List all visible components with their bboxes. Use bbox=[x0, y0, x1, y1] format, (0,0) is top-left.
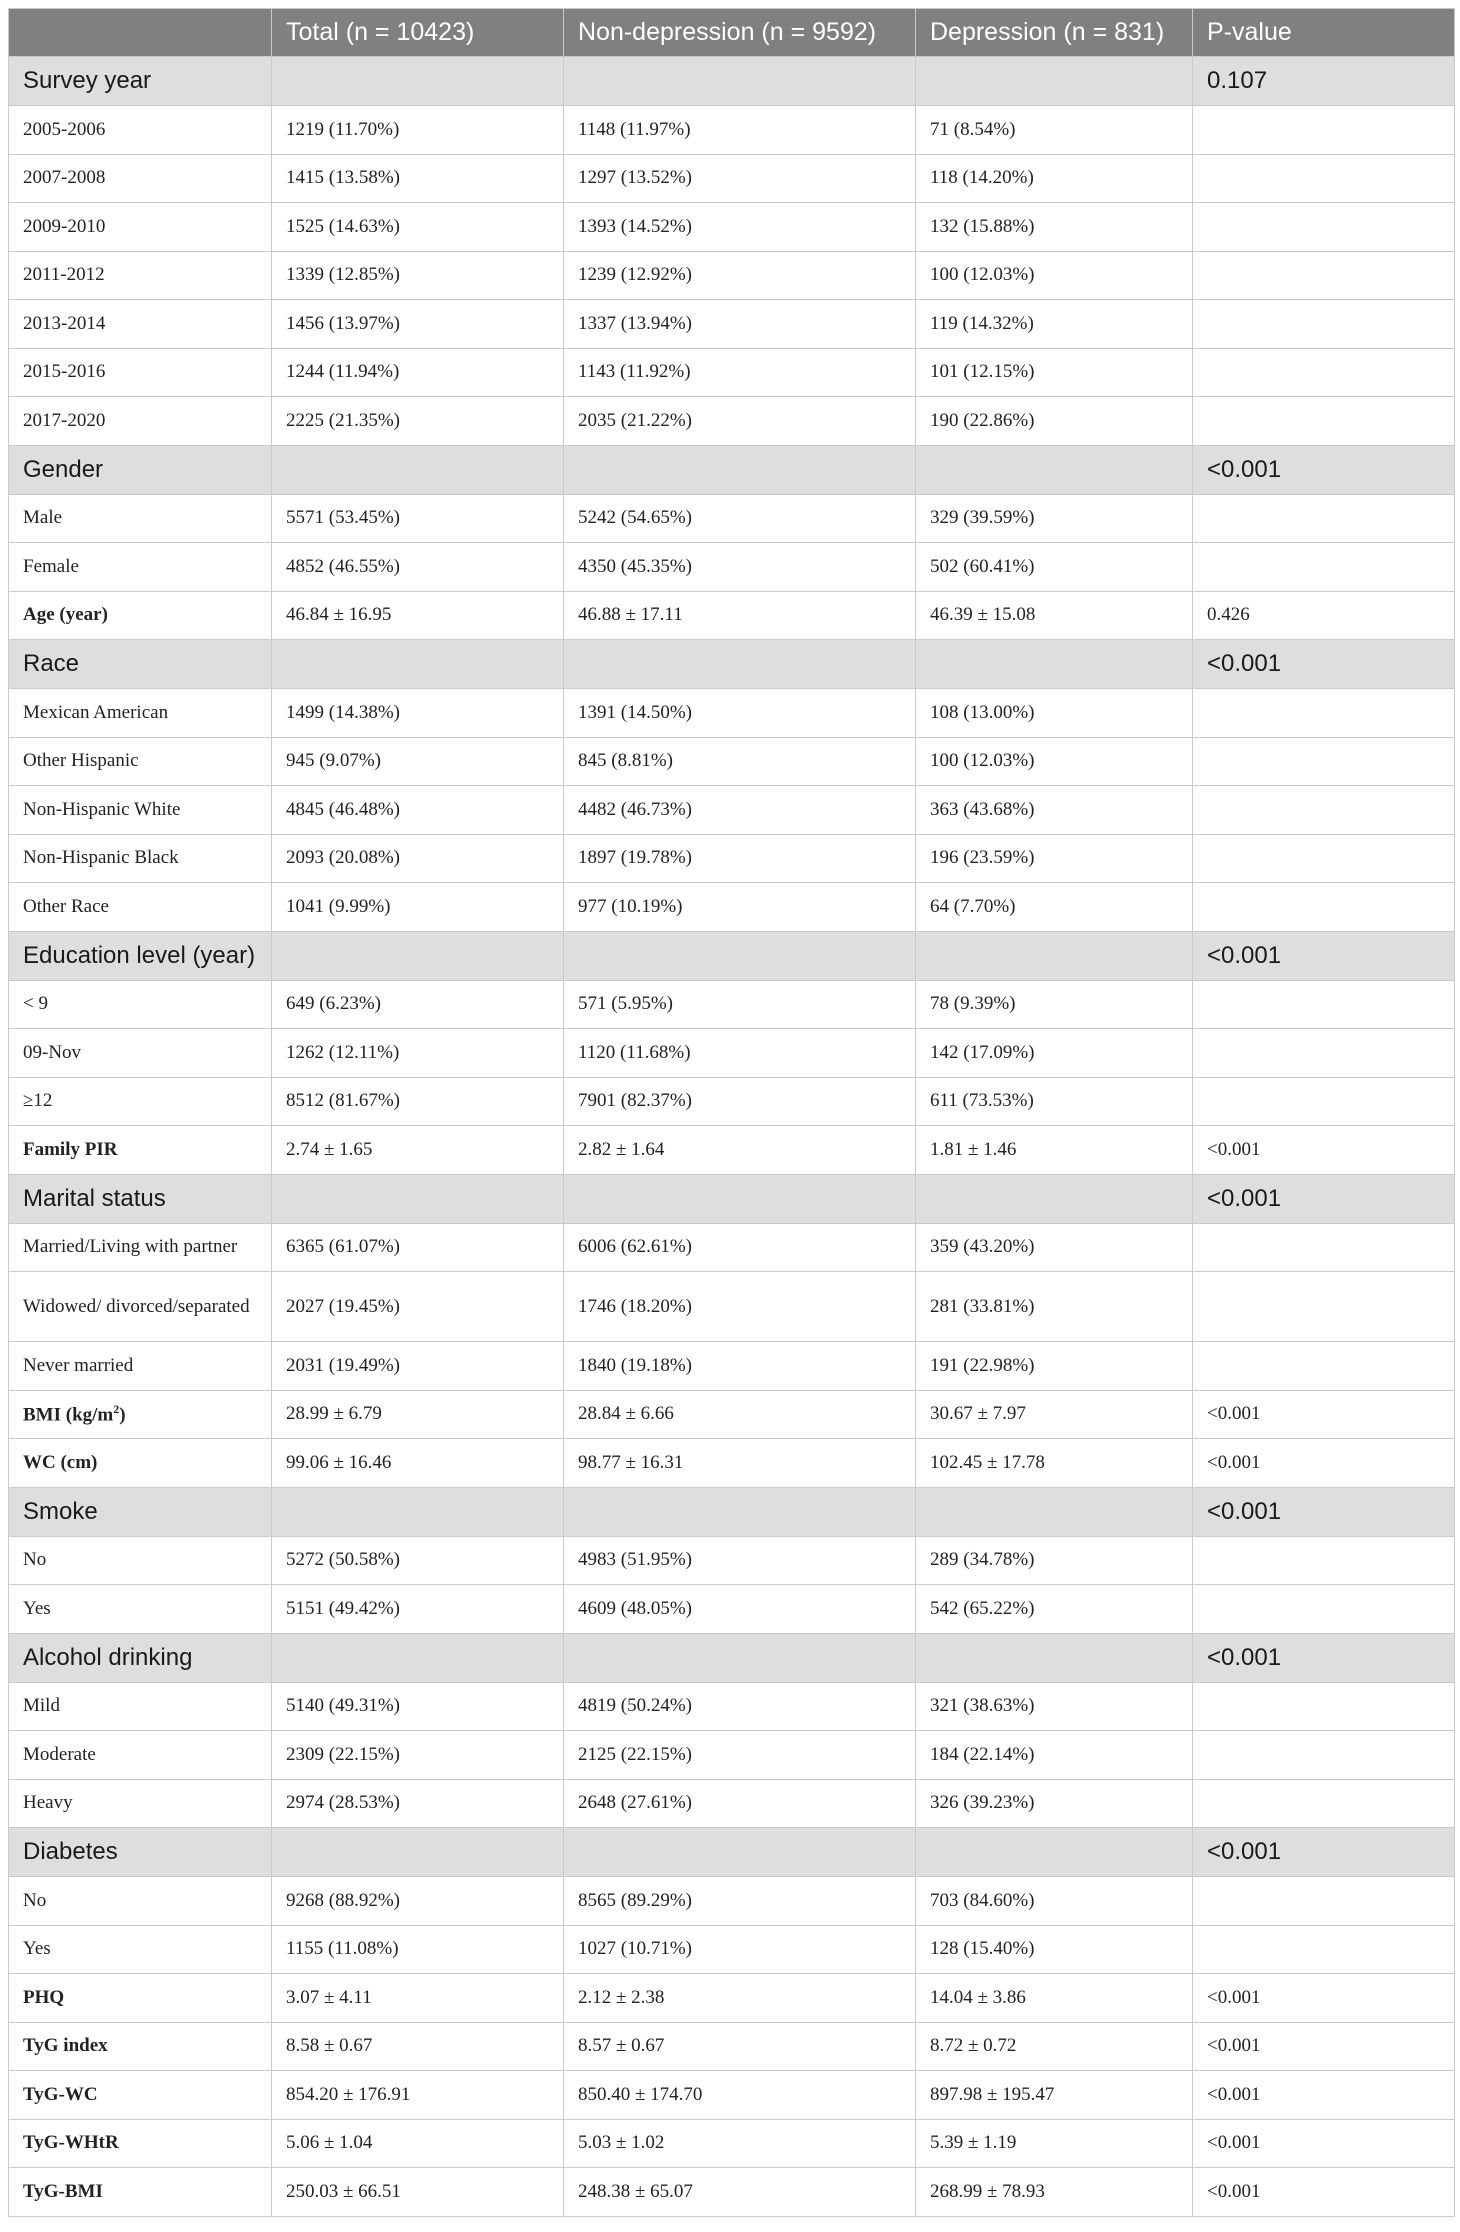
table-row bbox=[9, 1077, 1455, 1126]
row-label: 2005-2006 bbox=[9, 106, 272, 155]
row-label: Non-Hispanic Black bbox=[9, 834, 272, 883]
non-depression-cell: 571 (5.95%) bbox=[564, 980, 916, 1029]
header-total: Total (n = 10423) bbox=[272, 9, 564, 57]
non-depression-cell: 1840 (19.18%) bbox=[564, 1342, 916, 1391]
total-cell: 5.06 ± 1.04 bbox=[272, 2119, 564, 2168]
table-row bbox=[9, 2168, 1455, 2217]
p-value-cell bbox=[1193, 1585, 1455, 1634]
table-header bbox=[9, 9, 1455, 57]
empty-cell bbox=[916, 931, 1193, 980]
section-label: Marital status bbox=[9, 1174, 272, 1223]
total-cell: 1041 (9.99%) bbox=[272, 883, 564, 932]
row-label: 2011-2012 bbox=[9, 251, 272, 300]
table-row bbox=[9, 1223, 1455, 1272]
row-label: Age (year) bbox=[9, 591, 272, 640]
table-row bbox=[9, 1536, 1455, 1585]
p-value-cell: <0.001 bbox=[1193, 2168, 1455, 2217]
total-cell: 1244 (11.94%) bbox=[272, 348, 564, 397]
depression-cell: 281 (33.81%) bbox=[916, 1272, 1193, 1342]
row-label: TyG-WC bbox=[9, 2071, 272, 2120]
row-label: TyG-BMI bbox=[9, 2168, 272, 2217]
total-cell: 1219 (11.70%) bbox=[272, 106, 564, 155]
total-cell: 28.99 ± 6.79 bbox=[272, 1390, 564, 1439]
p-value-cell bbox=[1193, 737, 1455, 786]
table-row bbox=[9, 203, 1455, 252]
total-cell: 1415 (13.58%) bbox=[272, 154, 564, 203]
row-label: Mexican American bbox=[9, 689, 272, 738]
depression-cell: 321 (38.63%) bbox=[916, 1682, 1193, 1731]
total-cell: 5272 (50.58%) bbox=[272, 1536, 564, 1585]
depression-cell: 30.67 ± 7.97 bbox=[916, 1390, 1193, 1439]
non-depression-cell: 248.38 ± 65.07 bbox=[564, 2168, 916, 2217]
p-value-cell bbox=[1193, 106, 1455, 155]
non-depression-cell: 2648 (27.61%) bbox=[564, 1779, 916, 1828]
table-row bbox=[9, 348, 1455, 397]
non-depression-cell: 1393 (14.52%) bbox=[564, 203, 916, 252]
table-row bbox=[9, 1585, 1455, 1634]
table-row bbox=[9, 1974, 1455, 2023]
p-value-cell bbox=[1193, 1682, 1455, 1731]
total-cell: 854.20 ± 176.91 bbox=[272, 2071, 564, 2120]
empty-cell bbox=[564, 1633, 916, 1682]
row-label: Moderate bbox=[9, 1731, 272, 1780]
row-label-text: BMI (kg/m bbox=[23, 1404, 114, 1426]
total-cell: 1499 (14.38%) bbox=[272, 689, 564, 738]
non-depression-cell: 1143 (11.92%) bbox=[564, 348, 916, 397]
row-label: Male bbox=[9, 494, 272, 543]
table-row bbox=[9, 106, 1455, 155]
non-depression-cell: 28.84 ± 6.66 bbox=[564, 1390, 916, 1439]
row-label: Mild bbox=[9, 1682, 272, 1731]
p-value-cell bbox=[1193, 543, 1455, 592]
row-label: ≥12 bbox=[9, 1077, 272, 1126]
table-row bbox=[9, 1877, 1455, 1926]
p-value-cell: 0.107 bbox=[1193, 57, 1455, 106]
total-cell: 99.06 ± 16.46 bbox=[272, 1439, 564, 1488]
p-value-cell: <0.001 bbox=[1193, 931, 1455, 980]
total-cell: 5151 (49.42%) bbox=[272, 1585, 564, 1634]
p-value-cell bbox=[1193, 494, 1455, 543]
table-row bbox=[9, 543, 1455, 592]
non-depression-cell: 1239 (12.92%) bbox=[564, 251, 916, 300]
table-row bbox=[9, 300, 1455, 349]
total-cell: 1525 (14.63%) bbox=[272, 203, 564, 252]
depression-cell: 102.45 ± 17.78 bbox=[916, 1439, 1193, 1488]
empty-cell bbox=[272, 1174, 564, 1223]
total-cell: 2225 (21.35%) bbox=[272, 397, 564, 446]
p-value-cell: <0.001 bbox=[1193, 640, 1455, 689]
total-cell: 2031 (19.49%) bbox=[272, 1342, 564, 1391]
section-row bbox=[9, 57, 1455, 106]
depression-cell: 190 (22.86%) bbox=[916, 397, 1193, 446]
p-value-cell bbox=[1193, 689, 1455, 738]
p-value-cell bbox=[1193, 1029, 1455, 1078]
empty-cell bbox=[564, 1174, 916, 1223]
total-cell: 2309 (22.15%) bbox=[272, 1731, 564, 1780]
empty-cell bbox=[916, 445, 1193, 494]
row-label: 2007-2008 bbox=[9, 154, 272, 203]
table-row bbox=[9, 883, 1455, 932]
non-depression-cell: 977 (10.19%) bbox=[564, 883, 916, 932]
table-row bbox=[9, 1439, 1455, 1488]
total-cell: 250.03 ± 66.51 bbox=[272, 2168, 564, 2217]
non-depression-cell: 8.57 ± 0.67 bbox=[564, 2022, 916, 2071]
row-label: < 9 bbox=[9, 980, 272, 1029]
table-row bbox=[9, 397, 1455, 446]
empty-cell bbox=[272, 445, 564, 494]
section-label: Survey year bbox=[9, 57, 272, 106]
total-cell: 2027 (19.45%) bbox=[272, 1272, 564, 1342]
p-value-cell: <0.001 bbox=[1193, 1126, 1455, 1175]
empty-cell bbox=[564, 1828, 916, 1877]
p-value-cell: <0.001 bbox=[1193, 1174, 1455, 1223]
table-row bbox=[9, 251, 1455, 300]
table-body bbox=[9, 57, 1455, 2217]
depression-cell: 100 (12.03%) bbox=[916, 737, 1193, 786]
row-label: Never married bbox=[9, 1342, 272, 1391]
empty-cell bbox=[564, 57, 916, 106]
table-row bbox=[9, 980, 1455, 1029]
row-label-superscript: 2 bbox=[113, 1402, 120, 1417]
table-row bbox=[9, 1126, 1455, 1175]
p-value-cell bbox=[1193, 834, 1455, 883]
row-label: 2017-2020 bbox=[9, 397, 272, 446]
row-label: Yes bbox=[9, 1585, 272, 1634]
p-value-cell bbox=[1193, 1779, 1455, 1828]
section-row bbox=[9, 931, 1455, 980]
table-row bbox=[9, 1779, 1455, 1828]
depression-cell: 363 (43.68%) bbox=[916, 786, 1193, 835]
row-label: Female bbox=[9, 543, 272, 592]
total-cell: 8.58 ± 0.67 bbox=[272, 2022, 564, 2071]
depression-cell: 118 (14.20%) bbox=[916, 154, 1193, 203]
depression-cell: 142 (17.09%) bbox=[916, 1029, 1193, 1078]
p-value-cell bbox=[1193, 154, 1455, 203]
total-cell: 1155 (11.08%) bbox=[272, 1925, 564, 1974]
non-depression-cell: 1297 (13.52%) bbox=[564, 154, 916, 203]
empty-cell bbox=[564, 445, 916, 494]
empty-cell bbox=[916, 1174, 1193, 1223]
depression-cell: 132 (15.88%) bbox=[916, 203, 1193, 252]
non-depression-cell: 4983 (51.95%) bbox=[564, 1536, 916, 1585]
section-row bbox=[9, 1828, 1455, 1877]
empty-cell bbox=[272, 640, 564, 689]
depression-cell: 611 (73.53%) bbox=[916, 1077, 1193, 1126]
p-value-cell: <0.001 bbox=[1193, 2119, 1455, 2168]
empty-cell bbox=[916, 1633, 1193, 1682]
section-label: Alcohol drinking bbox=[9, 1633, 272, 1682]
depression-cell: 359 (43.20%) bbox=[916, 1223, 1193, 1272]
header-row bbox=[9, 9, 1455, 57]
depression-cell: 703 (84.60%) bbox=[916, 1877, 1193, 1926]
non-depression-cell: 2035 (21.22%) bbox=[564, 397, 916, 446]
non-depression-cell: 1120 (11.68%) bbox=[564, 1029, 916, 1078]
section-row bbox=[9, 1487, 1455, 1536]
depression-cell: 46.39 ± 15.08 bbox=[916, 591, 1193, 640]
section-label: Diabetes bbox=[9, 1828, 272, 1877]
header-p-value: P-value bbox=[1193, 9, 1455, 57]
p-value-cell bbox=[1193, 251, 1455, 300]
section-label: Education level (year) bbox=[9, 931, 272, 980]
non-depression-cell: 2.82 ± 1.64 bbox=[564, 1126, 916, 1175]
table-row bbox=[9, 1682, 1455, 1731]
header-variable bbox=[9, 9, 272, 57]
section-label: Gender bbox=[9, 445, 272, 494]
depression-cell: 191 (22.98%) bbox=[916, 1342, 1193, 1391]
p-value-cell bbox=[1193, 1077, 1455, 1126]
p-value-cell bbox=[1193, 1342, 1455, 1391]
p-value-cell bbox=[1193, 1925, 1455, 1974]
total-cell: 2974 (28.53%) bbox=[272, 1779, 564, 1828]
row-label: Married/Living with partner bbox=[9, 1223, 272, 1272]
section-label: Race bbox=[9, 640, 272, 689]
p-value-cell bbox=[1193, 348, 1455, 397]
total-cell: 1339 (12.85%) bbox=[272, 251, 564, 300]
table-row bbox=[9, 1342, 1455, 1391]
section-row bbox=[9, 445, 1455, 494]
p-value-cell bbox=[1193, 980, 1455, 1029]
non-depression-cell: 98.77 ± 16.31 bbox=[564, 1439, 916, 1488]
depression-cell: 14.04 ± 3.86 bbox=[916, 1974, 1193, 2023]
non-depression-cell: 2.12 ± 2.38 bbox=[564, 1974, 916, 2023]
depression-cell: 542 (65.22%) bbox=[916, 1585, 1193, 1634]
depression-cell: 128 (15.40%) bbox=[916, 1925, 1193, 1974]
p-value-cell: <0.001 bbox=[1193, 1828, 1455, 1877]
non-depression-cell: 8565 (89.29%) bbox=[564, 1877, 916, 1926]
depression-cell: 184 (22.14%) bbox=[916, 1731, 1193, 1780]
table-row bbox=[9, 1029, 1455, 1078]
non-depression-cell: 4482 (46.73%) bbox=[564, 786, 916, 835]
depression-cell: 8.72 ± 0.72 bbox=[916, 2022, 1193, 2071]
p-value-cell bbox=[1193, 1731, 1455, 1780]
non-depression-cell: 4609 (48.05%) bbox=[564, 1585, 916, 1634]
section-label: Smoke bbox=[9, 1487, 272, 1536]
empty-cell bbox=[272, 931, 564, 980]
row-label: 2013-2014 bbox=[9, 300, 272, 349]
table-row bbox=[9, 591, 1455, 640]
p-value-cell bbox=[1193, 397, 1455, 446]
total-cell: 1456 (13.97%) bbox=[272, 300, 564, 349]
p-value-cell bbox=[1193, 1223, 1455, 1272]
row-label: 2015-2016 bbox=[9, 348, 272, 397]
p-value-cell: 0.426 bbox=[1193, 591, 1455, 640]
depression-cell: 71 (8.54%) bbox=[916, 106, 1193, 155]
total-cell: 2.74 ± 1.65 bbox=[272, 1126, 564, 1175]
section-row bbox=[9, 640, 1455, 689]
p-value-cell bbox=[1193, 883, 1455, 932]
row-label: No bbox=[9, 1877, 272, 1926]
depression-cell: 196 (23.59%) bbox=[916, 834, 1193, 883]
p-value-cell: <0.001 bbox=[1193, 1439, 1455, 1488]
p-value-cell bbox=[1193, 1272, 1455, 1342]
row-label: Non-Hispanic White bbox=[9, 786, 272, 835]
p-value-cell: <0.001 bbox=[1193, 1974, 1455, 2023]
non-depression-cell: 4819 (50.24%) bbox=[564, 1682, 916, 1731]
empty-cell bbox=[564, 931, 916, 980]
section-row bbox=[9, 1633, 1455, 1682]
non-depression-cell: 1391 (14.50%) bbox=[564, 689, 916, 738]
table-row bbox=[9, 1272, 1455, 1342]
p-value-cell: <0.001 bbox=[1193, 1487, 1455, 1536]
row-label: Widowed/ divorced/separated bbox=[9, 1272, 272, 1342]
empty-cell bbox=[916, 1828, 1193, 1877]
depression-cell: 101 (12.15%) bbox=[916, 348, 1193, 397]
non-depression-cell: 845 (8.81%) bbox=[564, 737, 916, 786]
p-value-cell bbox=[1193, 300, 1455, 349]
table-row bbox=[9, 2022, 1455, 2071]
table-row bbox=[9, 689, 1455, 738]
total-cell: 46.84 ± 16.95 bbox=[272, 591, 564, 640]
row-label: Yes bbox=[9, 1925, 272, 1974]
total-cell: 3.07 ± 4.11 bbox=[272, 1974, 564, 2023]
row-label: Other Hispanic bbox=[9, 737, 272, 786]
total-cell: 9268 (88.92%) bbox=[272, 1877, 564, 1926]
non-depression-cell: 1897 (19.78%) bbox=[564, 834, 916, 883]
empty-cell bbox=[916, 57, 1193, 106]
row-label: TyG-WHtR bbox=[9, 2119, 272, 2168]
total-cell: 1262 (12.11%) bbox=[272, 1029, 564, 1078]
p-value-cell: <0.001 bbox=[1193, 1390, 1455, 1439]
depression-cell: 329 (39.59%) bbox=[916, 494, 1193, 543]
non-depression-cell: 4350 (45.35%) bbox=[564, 543, 916, 592]
empty-cell bbox=[564, 1487, 916, 1536]
table-row bbox=[9, 737, 1455, 786]
row-label: 09-Nov bbox=[9, 1029, 272, 1078]
total-cell: 8512 (81.67%) bbox=[272, 1077, 564, 1126]
row-label: Other Race bbox=[9, 883, 272, 932]
row-label: Family PIR bbox=[9, 1126, 272, 1175]
total-cell: 5140 (49.31%) bbox=[272, 1682, 564, 1731]
p-value-cell: <0.001 bbox=[1193, 2022, 1455, 2071]
non-depression-cell: 6006 (62.61%) bbox=[564, 1223, 916, 1272]
row-label: Heavy bbox=[9, 1779, 272, 1828]
total-cell: 4845 (46.48%) bbox=[272, 786, 564, 835]
depression-cell: 1.81 ± 1.46 bbox=[916, 1126, 1193, 1175]
non-depression-cell: 1337 (13.94%) bbox=[564, 300, 916, 349]
p-value-cell bbox=[1193, 203, 1455, 252]
depression-cell: 78 (9.39%) bbox=[916, 980, 1193, 1029]
total-cell: 2093 (20.08%) bbox=[272, 834, 564, 883]
empty-cell bbox=[916, 1487, 1193, 1536]
non-depression-cell: 5242 (54.65%) bbox=[564, 494, 916, 543]
total-cell: 6365 (61.07%) bbox=[272, 1223, 564, 1272]
table-row bbox=[9, 786, 1455, 835]
non-depression-cell: 1148 (11.97%) bbox=[564, 106, 916, 155]
p-value-cell bbox=[1193, 786, 1455, 835]
table-row bbox=[9, 494, 1455, 543]
p-value-cell bbox=[1193, 1536, 1455, 1585]
empty-cell bbox=[272, 57, 564, 106]
empty-cell bbox=[916, 640, 1193, 689]
depression-cell: 502 (60.41%) bbox=[916, 543, 1193, 592]
baseline-characteristics-table bbox=[8, 8, 1455, 2217]
non-depression-cell: 46.88 ± 17.11 bbox=[564, 591, 916, 640]
total-cell: 945 (9.07%) bbox=[272, 737, 564, 786]
table-row bbox=[9, 2119, 1455, 2168]
depression-cell: 119 (14.32%) bbox=[916, 300, 1193, 349]
depression-cell: 100 (12.03%) bbox=[916, 251, 1193, 300]
p-value-cell: <0.001 bbox=[1193, 445, 1455, 494]
depression-cell: 326 (39.23%) bbox=[916, 1779, 1193, 1828]
table-row bbox=[9, 1390, 1455, 1439]
non-depression-cell: 2125 (22.15%) bbox=[564, 1731, 916, 1780]
non-depression-cell: 7901 (82.37%) bbox=[564, 1077, 916, 1126]
row-label-end: ) bbox=[119, 1404, 126, 1426]
depression-cell: 897.98 ± 195.47 bbox=[916, 2071, 1193, 2120]
non-depression-cell: 1027 (10.71%) bbox=[564, 1925, 916, 1974]
depression-cell: 268.99 ± 78.93 bbox=[916, 2168, 1193, 2217]
p-value-cell bbox=[1193, 1877, 1455, 1926]
row-label: WC (cm) bbox=[9, 1439, 272, 1488]
row-label: 2009-2010 bbox=[9, 203, 272, 252]
depression-cell: 108 (13.00%) bbox=[916, 689, 1193, 738]
depression-cell: 5.39 ± 1.19 bbox=[916, 2119, 1193, 2168]
table-row bbox=[9, 154, 1455, 203]
total-cell: 649 (6.23%) bbox=[272, 980, 564, 1029]
empty-cell bbox=[564, 640, 916, 689]
table-row bbox=[9, 1731, 1455, 1780]
total-cell: 5571 (53.45%) bbox=[272, 494, 564, 543]
table-row bbox=[9, 834, 1455, 883]
header-non-depression: Non-depression (n = 9592) bbox=[564, 9, 916, 57]
table-row bbox=[9, 1925, 1455, 1974]
total-cell: 4852 (46.55%) bbox=[272, 543, 564, 592]
non-depression-cell: 850.40 ± 174.70 bbox=[564, 2071, 916, 2120]
table-row bbox=[9, 2071, 1455, 2120]
row-label bbox=[9, 1390, 272, 1439]
non-depression-cell: 1746 (18.20%) bbox=[564, 1272, 916, 1342]
row-label: TyG index bbox=[9, 2022, 272, 2071]
empty-cell bbox=[272, 1633, 564, 1682]
section-row bbox=[9, 1174, 1455, 1223]
non-depression-cell: 5.03 ± 1.02 bbox=[564, 2119, 916, 2168]
depression-cell: 64 (7.70%) bbox=[916, 883, 1193, 932]
row-label: PHQ bbox=[9, 1974, 272, 2023]
empty-cell bbox=[272, 1828, 564, 1877]
depression-cell: 289 (34.78%) bbox=[916, 1536, 1193, 1585]
empty-cell bbox=[272, 1487, 564, 1536]
row-label: No bbox=[9, 1536, 272, 1585]
p-value-cell: <0.001 bbox=[1193, 2071, 1455, 2120]
header-depression: Depression (n = 831) bbox=[916, 9, 1193, 57]
p-value-cell: <0.001 bbox=[1193, 1633, 1455, 1682]
